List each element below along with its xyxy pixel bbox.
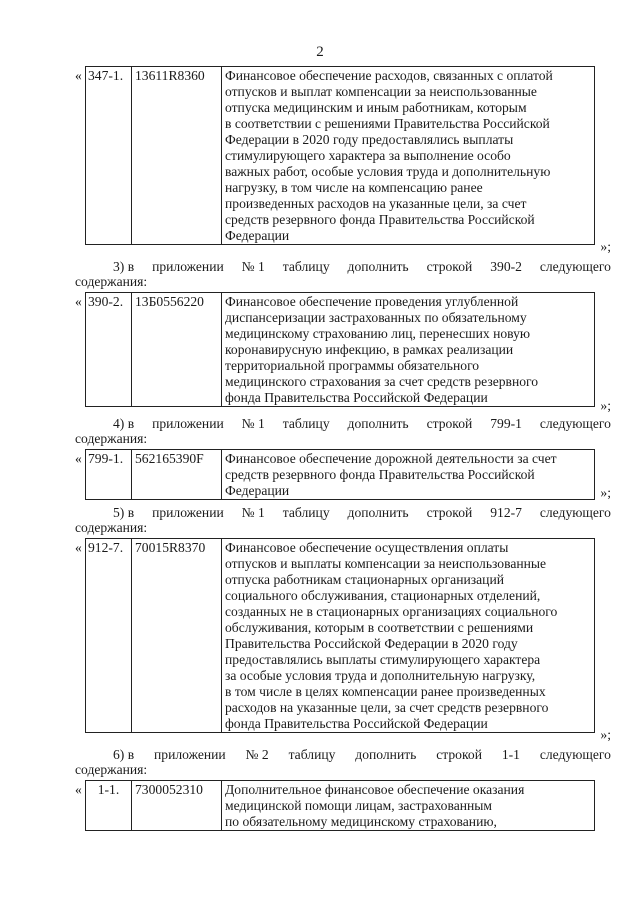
description-line: отпусков и выплат компенсации за неиспользованные [225, 84, 537, 99]
description-line: средств резервного фонда Правительства Российской [225, 212, 535, 227]
para-word: приложении [154, 747, 226, 762]
para-word: следующего [539, 416, 611, 431]
para-continuation: содержания: [75, 274, 148, 289]
para-word: 390-2 [490, 259, 522, 274]
description-line: отпусков и выплаты компенсации за неиспользованные [225, 556, 547, 571]
para-word: дополнить [347, 259, 409, 274]
close-quote: »; [600, 398, 611, 413]
description-line: фонда Правительства Российской Федерации [225, 390, 488, 405]
para-word: № 1 [241, 505, 265, 520]
description-line: созданных не в стационарных организациях социального [225, 604, 558, 619]
para-word: 6) в [113, 747, 135, 762]
description-line: Федерации [225, 483, 290, 498]
para-word: таблицу [288, 747, 336, 762]
para-word: 799-1 [490, 416, 522, 431]
row-code: 13611R8360 [132, 67, 222, 244]
para-word: 912-7 [490, 505, 522, 520]
para-word: следующего [539, 505, 611, 520]
description-line: Правительства Российской Федерации в 2020 году [225, 636, 518, 651]
para-word: 5) в [113, 505, 135, 520]
para-word: строкой [426, 259, 473, 274]
description-line: расходов на указанные цели, за счет средств резервного [225, 700, 549, 715]
description-line: стимулирующего характера за выполнение особо [225, 148, 511, 163]
para-word: дополнить [347, 505, 409, 520]
description-line: Финансовое обеспечение дорожной деятельности за счет [225, 451, 557, 466]
close-quote: »; [600, 727, 611, 742]
para-word: приложении [152, 416, 224, 431]
row-description [222, 67, 594, 244]
para-continuation: содержания: [75, 520, 148, 535]
description-line: медицинскому страхованию лиц, перенесших новую [225, 326, 531, 341]
description-line: территориальной программы обязательного [225, 358, 480, 373]
description-line: предоставлялись выплаты стимулирующего характера [225, 652, 541, 667]
para-word: строкой [436, 747, 482, 762]
row-number: 390-2. [86, 293, 132, 406]
table-row-box [85, 538, 595, 733]
row-description [222, 539, 594, 732]
para-word: № 1 [241, 416, 265, 431]
description-line: по обязательному медицинскому страхованию, [225, 814, 497, 829]
table-row-box [85, 780, 595, 831]
close-quote: »; [600, 485, 611, 500]
description-line: медицинской помощи лицам, застрахованным [225, 798, 493, 813]
description-line: коронавирусную инфекцию, в рамках реализации [225, 342, 514, 357]
row-code: 562165390F [132, 450, 222, 499]
row-number: 799-1. [86, 450, 132, 499]
instruction-paragraph [75, 505, 611, 535]
para-word: дополнить [347, 416, 409, 431]
para-word: таблицу [282, 259, 330, 274]
para-word: строкой [426, 416, 473, 431]
para-word: 4) в [113, 416, 135, 431]
row-code: 7300052310 [132, 781, 222, 830]
page-number: 2 [316, 44, 324, 60]
description-line: средств резервного фонда Правительства Российской [225, 467, 535, 482]
table-row-box [85, 449, 595, 500]
para-word: приложении [152, 505, 224, 520]
description-line: медицинского страхования за счет средств резервного [225, 374, 539, 389]
row-number: 347-1. [86, 67, 132, 244]
open-quote: « [75, 68, 82, 83]
table-row-box [85, 292, 595, 407]
para-word: строкой [426, 505, 473, 520]
open-quote: « [75, 540, 82, 555]
description-line: в соответствии с решениями Правительства Российской [225, 116, 550, 131]
para-word: 3) в [113, 259, 135, 274]
description-line: за особые условия труда и дополнительную нагрузку, [225, 668, 536, 683]
description-line: отпуска медицинским и иным работникам, которым [225, 100, 527, 115]
row-number: 1-1. [86, 781, 132, 830]
para-word: 1-1 [501, 747, 520, 762]
description-line: Дополнительное финансовое обеспечение оказания [225, 782, 525, 797]
para-word: следующего [539, 259, 611, 274]
para-word: приложении [152, 259, 224, 274]
instruction-paragraph [75, 416, 611, 446]
row-number: 912-7. [86, 539, 132, 732]
para-word: следующего [539, 747, 611, 762]
row-description [222, 450, 594, 499]
para-continuation: содержания: [75, 431, 148, 446]
description-line: нагрузку, в том числе на компенсацию ранее [225, 180, 483, 195]
open-quote: « [75, 451, 82, 466]
close-quote: »; [600, 239, 611, 254]
description-line: важных работ, особые условия труда и дополнительную [225, 164, 551, 179]
description-line: Финансовое обеспечение осуществления оплаты [225, 540, 509, 555]
para-word: дополнить [355, 747, 417, 762]
para-word: таблицу [282, 505, 330, 520]
description-line: Финансовое обеспечение проведения углубленной [225, 294, 519, 309]
description-line: социального обслуживания, стационарных отделений, [225, 588, 541, 603]
description-line: фонда Правительства Российской Федерации [225, 716, 488, 731]
description-line: Федерации в 2020 году предоставлялись выплаты [225, 132, 514, 147]
open-quote: « [75, 782, 82, 797]
instruction-paragraph [75, 259, 611, 289]
para-word: № 1 [241, 259, 265, 274]
instruction-paragraph [75, 747, 611, 777]
row-code: 70015R8370 [132, 539, 222, 732]
table-row-box [85, 66, 595, 245]
para-word: № 2 [245, 747, 269, 762]
para-continuation: содержания: [75, 762, 148, 777]
description-line: отпуска работникам стационарных организаций [225, 572, 504, 587]
row-description [222, 781, 594, 830]
row-code: 13Б0556220 [132, 293, 222, 406]
description-line: произведенных расходов на указанные цели, за счет [225, 196, 527, 211]
description-line: в том числе в целях компенсации ранее произведенных [225, 684, 546, 699]
open-quote: « [75, 294, 82, 309]
description-line: обслуживания, которым в соответствии с решениями [225, 620, 534, 635]
para-word: таблицу [282, 416, 330, 431]
description-line: Федерации [225, 228, 290, 243]
row-description [222, 293, 594, 406]
description-line: Финансовое обеспечение расходов, связанных с оплатой [225, 68, 553, 83]
description-line: диспансеризации застрахованных по обязательному [225, 310, 527, 325]
